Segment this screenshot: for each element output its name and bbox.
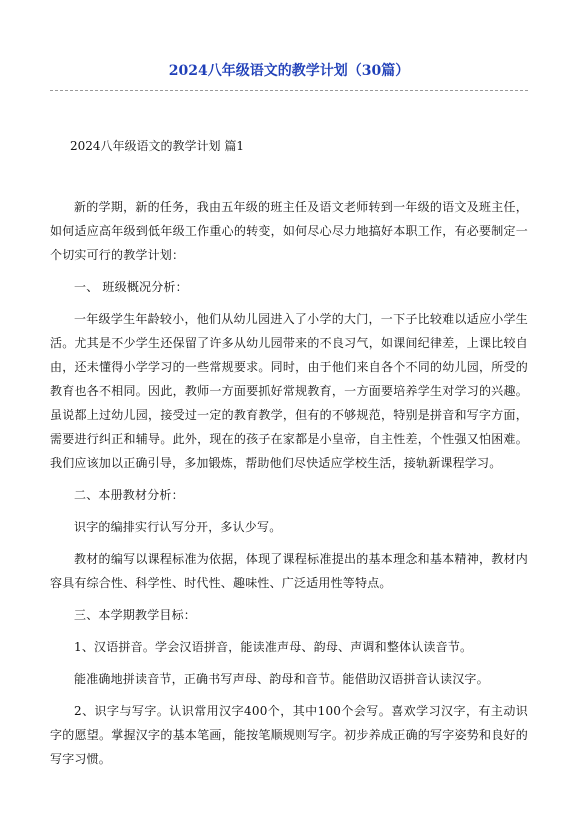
goal-pinyin-paragraph: 1、汉语拼音。学会汉语拼音，能读准声母、韵母、声调和整体认读音节。 bbox=[74, 640, 473, 654]
textbook-paragraph-1: 识字的编排实行认写分开，多认少写。 bbox=[74, 520, 282, 534]
textbook-paragraph-2: 教材的编写以课程标准为依据，体现了课程标准提出的基本理念和基本精神，教材内容具有综合性、科学性、时代性、趣味性、广泛适用性等特点。 bbox=[50, 552, 528, 590]
intro-paragraph: 新的学期，新的任务，我由五年级的班主任及语文老师转到一年级的语文及班主任，如何适应高年级到低年级工作重心的转变，如何尽心尽力地搞好本职工作，有必要制定一个切实可行的教学计划： bbox=[50, 200, 528, 262]
document-body bbox=[50, 195, 528, 779]
title-divider bbox=[50, 90, 528, 91]
section-heading-textbook-analysis: 二、本册教材分析： bbox=[74, 488, 184, 502]
goal-characters-paragraph: 2、识字与写字。认识常用汉字400个，其中100个会写。喜欢学习汉字，有主动识字的愿望。掌握汉字的基本笔画，能按笔顺规则写字。初步养成正确的写字姿势和良好的写字习惯。 bbox=[50, 704, 528, 766]
section-heading-teaching-goals: 三、本学期教学目标： bbox=[74, 608, 197, 622]
section-subtitle: 2024八年级语文的教学计划 篇1 bbox=[70, 139, 244, 153]
document-title: 2024八年级语文的教学计划（30篇） bbox=[168, 63, 410, 79]
goal-pinyin-detail-paragraph: 能准确地拼读音节，正确书写声母、韵母和音节。能借助汉语拼音认读汉字。 bbox=[74, 672, 489, 686]
section-heading-class-overview: 一、 班级概况分析： bbox=[74, 280, 188, 294]
class-overview-paragraph: 一年级学生年龄较小，他们从幼儿园进入了小学的大门，一下子比较难以适应小学生活。尤其是不少学生还保留了许多从幼儿园带来的不良习气，如课间纪律差，上课比较自由，还未懂得小学学习的一些常规要求。同时，由于他们来自各个不同的幼儿园，所受的教育也各不相同。因此，教师一方面要抓好常规教育，一方面要培养学生对学习的兴趣。虽说都上过幼儿园，接受过一定的教育教学，但有的不够规范，特别是拼音和写字方面，需要进行纠正和辅导。此外，现在的孩子在家都是小皇帝，自主性差，个性强又怕困难。我们应该加以正确引导，多加锻炼，帮助他们尽快适应学校生活，接轨新课程学习。 bbox=[50, 312, 528, 470]
